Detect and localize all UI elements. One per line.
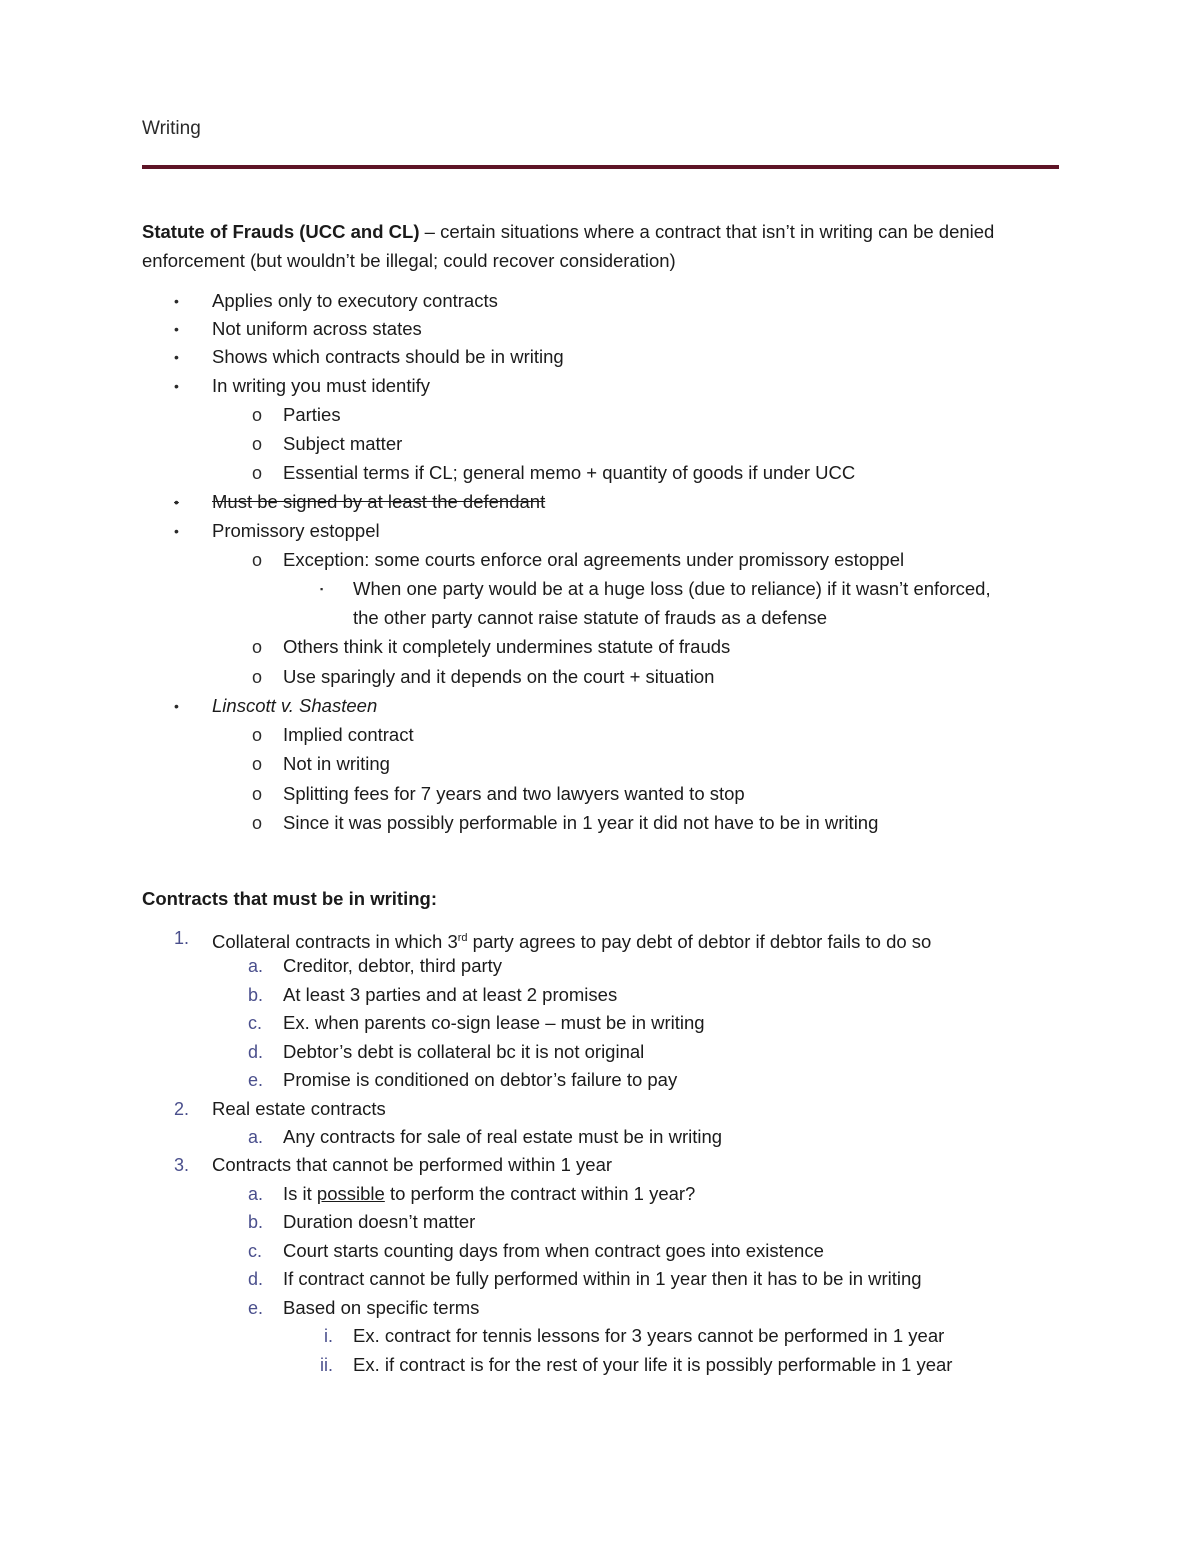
lettered-item-text: to perform the contract within 1 year? [384,1183,696,1204]
circle-marker: o [252,434,263,454]
list-subitem: Use sparingly and it depends on the court + situation [283,666,715,687]
list-roman: i. [324,1326,333,1346]
numbered-item-text: Collateral contracts in which 3 [212,931,458,953]
list-subitem: Implied contract [283,724,414,745]
list-letter: d. [248,1269,264,1289]
list-subitem: Parties [283,404,341,425]
list-subitem: Exception: some courts enforce oral agreements under promissory estoppel [283,549,905,570]
list-item: In writing you must identify [212,375,430,396]
roman-item: Ex. if contract is for the rest of your life it is possibly performable in 1 year [353,1354,953,1375]
lettered-item-text: Is it [283,1183,317,1204]
bullet-marker: • [174,349,179,365]
lettered-item: If contract cannot be fully performed within in 1 year then it has to be in writing [283,1268,922,1289]
list-letter: c. [248,1241,263,1261]
circle-marker: o [252,463,263,483]
circle-marker: o [252,813,263,833]
numbered-item-text: party agrees to pay debt of debtor if debtor fails to do so [467,931,932,953]
list-subitem: Splitting fees for 7 years and two lawyers wanted to stop [283,783,745,804]
list-letter: a. [248,1184,264,1204]
list-item: Shows which contracts should be in writing [212,346,564,367]
list-letter: e. [248,1070,264,1090]
list-subitem: Subject matter [283,433,403,454]
circle-marker: o [252,667,263,687]
list-letter: c. [248,1013,263,1033]
list-subitem: Since it was possibly performable in 1 year it did not have to be in writing [283,812,879,833]
circle-marker: o [252,754,263,774]
lettered-item: Creditor, debtor, third party [283,955,503,976]
lettered-item: Duration doesn’t matter [283,1211,476,1232]
circle-marker: o [252,784,263,804]
roman-item: Ex. contract for tennis lessons for 3 years cannot be performed in 1 year [353,1325,945,1346]
list-number: 2. [174,1099,190,1119]
lettered-item: Debtor’s debt is collateral bc it is not original [283,1041,645,1062]
list-subsubitem-continued: the other party cannot raise statute of frauds as a defense [353,607,828,628]
list-letter: d. [248,1042,264,1062]
bullet-marker: • [174,523,179,539]
list-subsubitem: When one party would be at a huge loss (due to reliance) if it wasn’t enforced, [353,578,991,599]
header-rule [142,165,1059,169]
bullet-marker: • [174,698,179,714]
numbered-item: Real estate contracts [212,1098,386,1119]
lettered-item [283,1182,695,1206]
bullet-marker: • [174,378,179,394]
lettered-item: At least 3 parties and at least 2 promises [283,984,618,1005]
superscript: rd [457,932,468,944]
list-subitem: Others think it completely undermines statute of frauds [283,636,731,657]
lettered-item: Promise is conditioned on debtor’s failure to pay [283,1069,678,1090]
list-letter: b. [248,1212,264,1232]
intro-text-1: – certain situations where a contract that isn’t in writing can be denied [419,221,995,242]
list-item-struck: Must be signed by at least the defendant [212,491,546,512]
intro-paragraph-line-1 [142,220,994,244]
intro-paragraph-line-2: enforcement (but wouldn’t be illegal; could recover consideration) [142,250,676,271]
lettered-item: Ex. when parents co-sign lease – must be in writing [283,1012,705,1033]
list-roman: ii. [320,1355,333,1375]
list-number: 3. [174,1155,190,1175]
lettered-item: Court starts counting days from when contract goes into existence [283,1240,824,1261]
circle-marker: o [252,405,263,425]
list-subitem: Essential terms if CL; general memo + quantity of goods if under UCC [283,462,856,483]
circle-marker: o [252,550,263,570]
numbered-item: Contracts that cannot be performed within 1 year [212,1154,613,1175]
page-header-title: Writing [142,118,201,139]
list-number: 1. [174,928,190,948]
circle-marker: o [252,637,263,657]
lettered-item: Any contracts for sale of real estate must be in writing [283,1126,723,1147]
list-item: Promissory estoppel [212,520,380,541]
list-subitem: Not in writing [283,753,390,774]
list-letter: a. [248,956,264,976]
list-letter: a. [248,1127,264,1147]
case-name-linscott: Linscott v. Shasteen [212,695,378,716]
bullet-marker: • [174,321,179,337]
numbered-item [212,926,931,954]
underlined-word: possible [316,1183,385,1204]
section-heading-statute-of-frauds: Statute of Frauds (UCC and CL) [142,221,420,242]
square-marker: ▪ [320,584,324,594]
section-heading-must-be-in-writing: Contracts that must be in writing: [142,888,437,909]
bullet-marker: • [174,494,179,510]
lettered-item: Based on specific terms [283,1297,480,1318]
bullet-marker: • [174,293,179,309]
list-letter: e. [248,1298,264,1318]
circle-marker: o [252,725,263,745]
list-letter: b. [248,985,264,1005]
list-item: Not uniform across states [212,318,422,339]
list-item: Applies only to executory contracts [212,290,498,311]
